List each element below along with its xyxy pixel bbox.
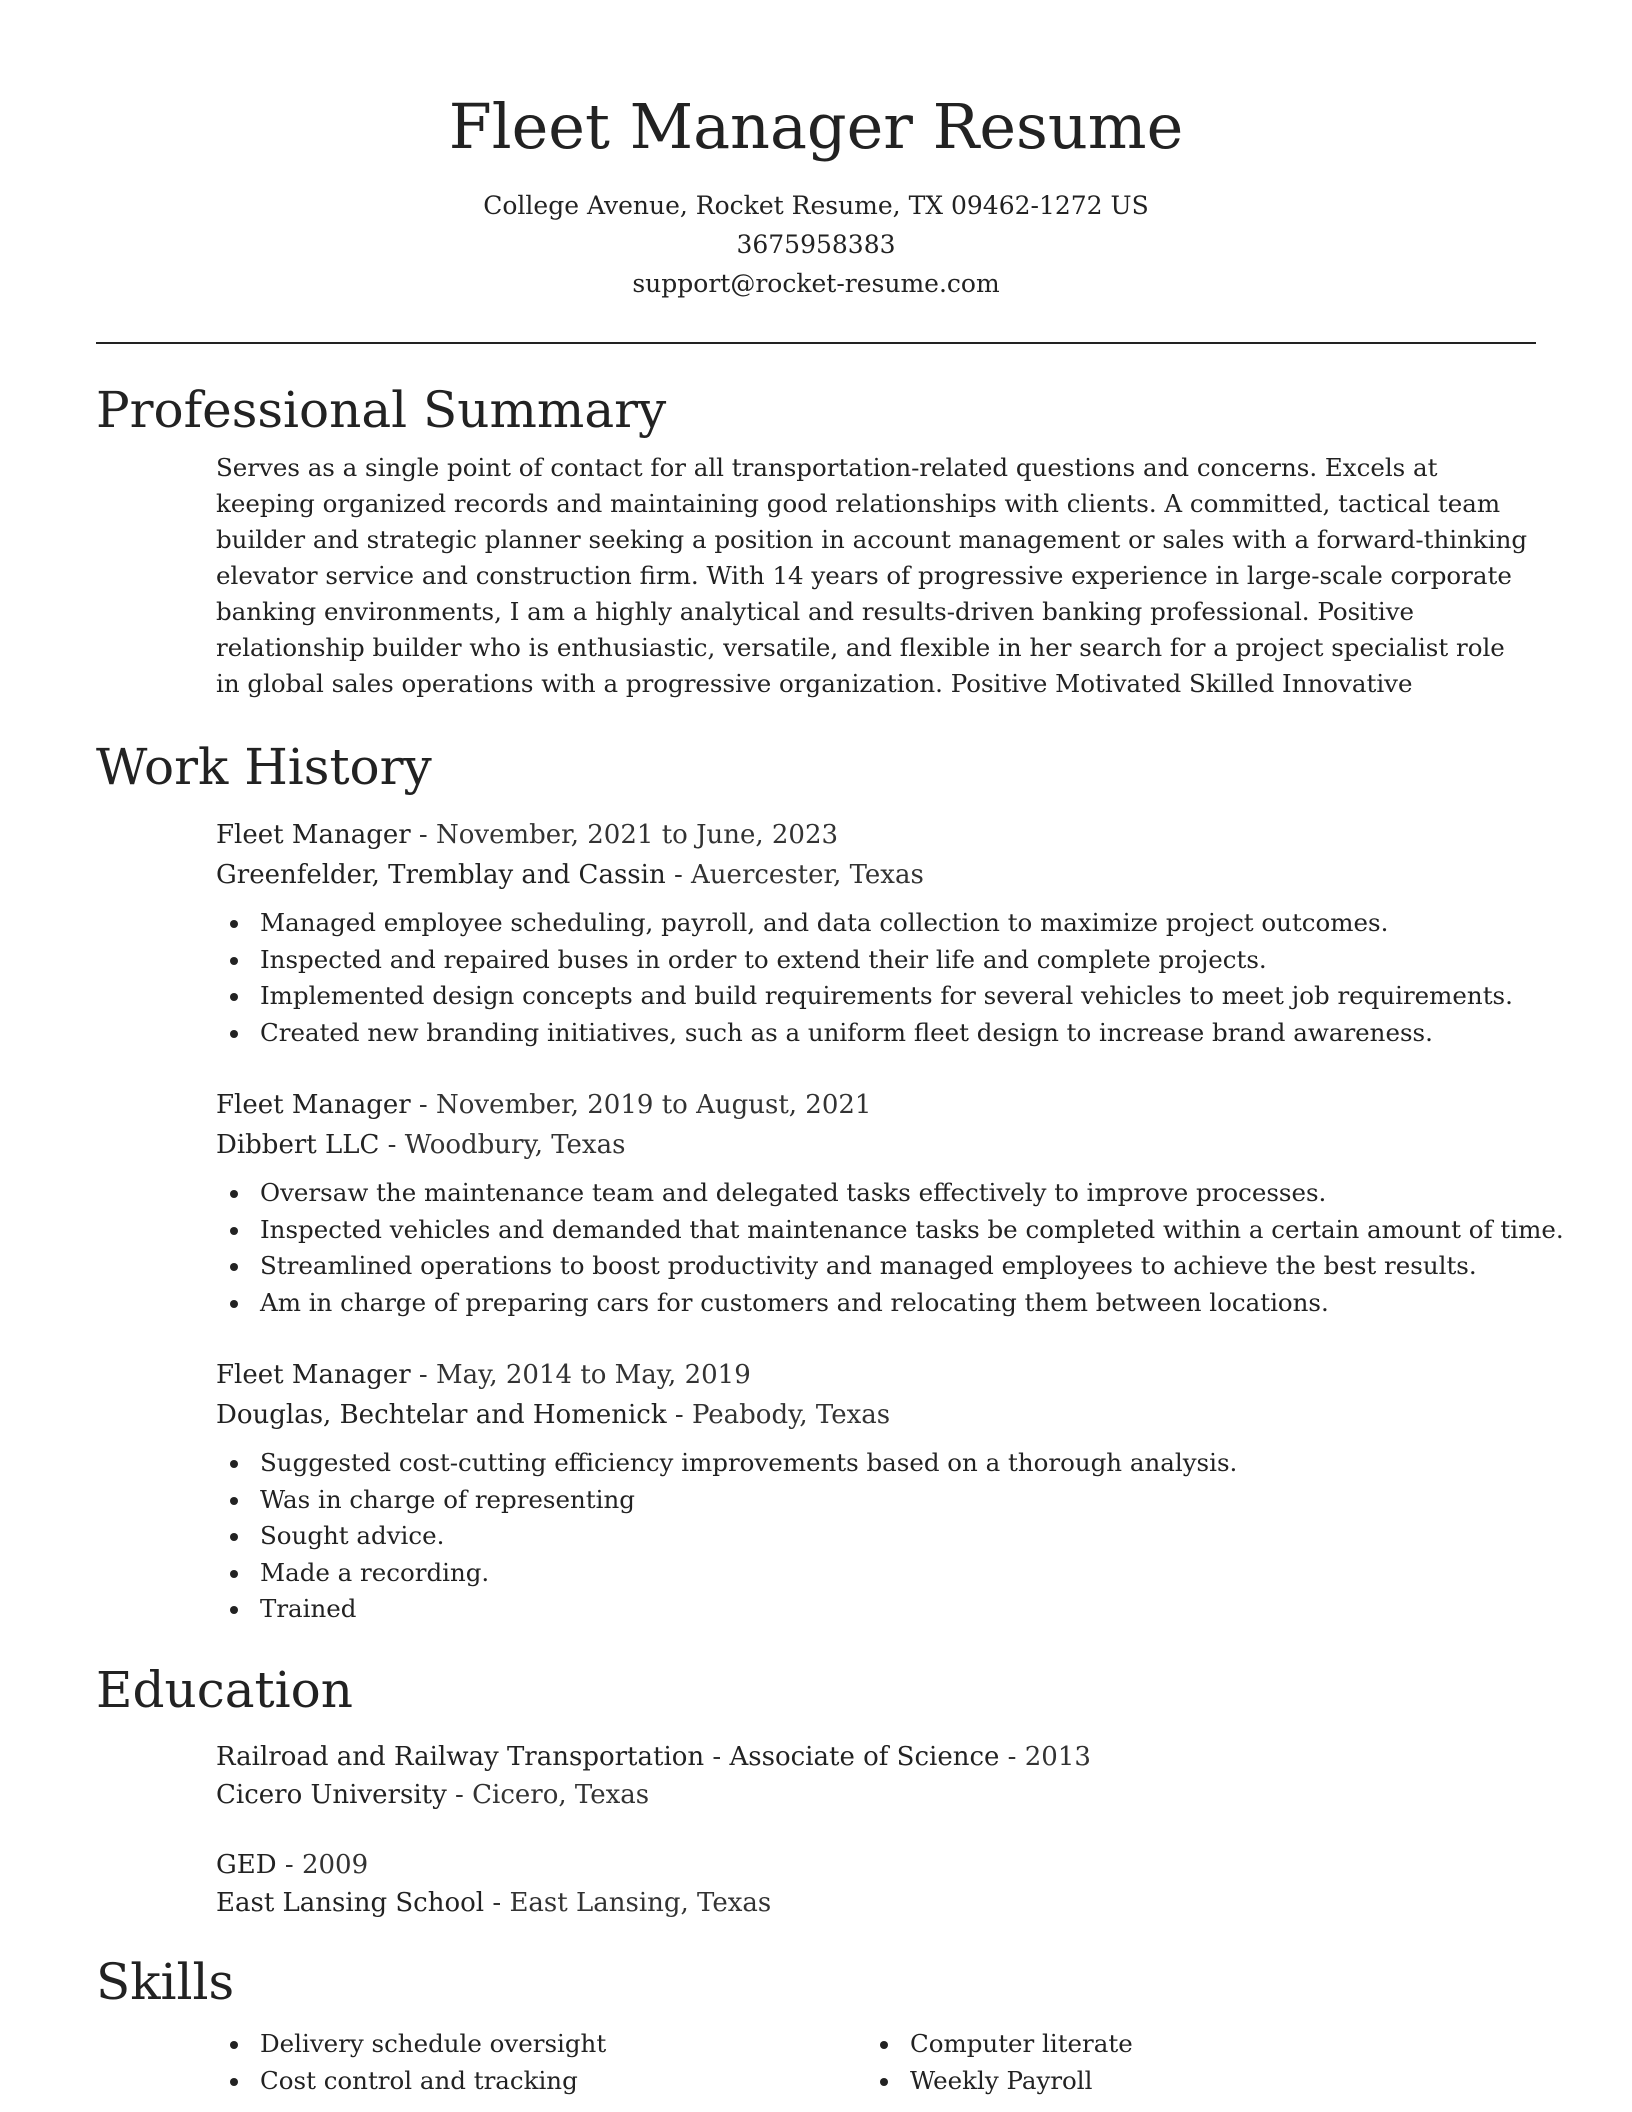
- job-location: Auercester, Texas: [691, 860, 924, 890]
- job-title-line: Fleet Manager - May, 2014 to May, 2019: [216, 1360, 751, 1390]
- job-bullet: Inspected and repaired buses in order to extend their life and complete projects.: [260, 942, 1536, 979]
- job-bullets: [216, 1175, 1564, 1321]
- job-bullet: Implemented design concepts and build requirements for several vehicles to meet job requirements.: [260, 978, 1536, 1015]
- resume-header: [96, 82, 1536, 303]
- job-bullet: Streamlined operations to boost productivity and managed employees to achieve the best results.: [260, 1248, 1536, 1285]
- job-company-line: Dibbert LLC - Woodbury, Texas: [216, 1130, 626, 1160]
- education-year: 2009: [301, 1850, 369, 1880]
- job-title-line: Fleet Manager - November, 2021 to June, 2023: [216, 820, 839, 850]
- job-entry: [216, 1085, 1564, 1321]
- summary-text: Serves as a single point of contact for all transportation-related questions and concerns. Excels at keeping organized records and maintaining good relationships with clients. A committed, tactical team builder and strategic planner seeking a position in account management or sales with a forward-thinking elevator service and construction firm. With 14 years of progressive experience in large-scale corporate banking environments, I am a highly analytical and results-driven banking professional. Positive relationship builder who is enthusiastic, versatile, and flexible in her search for a project specialist role in global sales operations with a progressive organization. Positive Motivated Skilled Innovative: [216, 453, 1528, 698]
- education-section: [96, 1658, 1536, 1922]
- job-company-line: Greenfelder, Tremblay and Cassin - Auercester, Texas: [216, 860, 924, 890]
- job-bullets: [216, 1445, 1536, 1628]
- job-company-line: Douglas, Bechtelar and Homenick - Peabody, Texas: [216, 1400, 891, 1430]
- job-location: Woodbury, Texas: [404, 1130, 626, 1160]
- contact-email: support@rocket-resume.com: [632, 269, 1000, 298]
- job-bullet: Suggested cost-cutting efficiency improvements based on a thorough analysis.: [260, 1445, 1536, 1482]
- education-degree-line: GED - 2009: [216, 1850, 369, 1880]
- skill-item: Computer literate: [910, 2026, 1516, 2063]
- education-location: Cicero, Texas: [472, 1780, 650, 1810]
- job-dates: November, 2019 to August, 2021: [436, 1090, 872, 1120]
- education-school-line: East Lansing School - East Lansing, Texas: [216, 1888, 772, 1918]
- skills-column-right: [866, 2026, 1516, 2099]
- header-divider: [96, 342, 1536, 344]
- skill-item: Cost control and tracking: [260, 2063, 866, 2100]
- contact-address: College Avenue, Rocket Resume, TX 09462-1272 US: [483, 191, 1149, 220]
- work-history-section: [96, 735, 1564, 1628]
- job-bullet: Sought advice.: [260, 1518, 1536, 1555]
- job-bullet: Made a recording.: [260, 1555, 1536, 1592]
- education-field: Railroad and Railway Transportation: [216, 1742, 705, 1772]
- job-dates: May, 2014 to May, 2019: [436, 1360, 751, 1390]
- job-bullet: Created new branding initiatives, such as a uniform fleet design to increase brand awareness.: [260, 1015, 1536, 1052]
- education-school: East Lansing School: [216, 1888, 485, 1918]
- job-bullets: [216, 905, 1536, 1051]
- job-title: Fleet Manager: [216, 820, 411, 850]
- job-company: Dibbert LLC: [216, 1130, 380, 1160]
- job-bullet: Was in charge of representing: [260, 1482, 1536, 1519]
- education-field: GED: [216, 1850, 277, 1880]
- summary-heading: Professional Summary: [96, 381, 667, 439]
- job-title-line: Fleet Manager - November, 2019 to August, 2021: [216, 1090, 872, 1120]
- job-title: Fleet Manager: [216, 1090, 411, 1120]
- job-company: Greenfelder, Tremblay and Cassin: [216, 860, 666, 890]
- job-location: Peabody, Texas: [691, 1400, 891, 1430]
- education-entry: [216, 1738, 1536, 1814]
- contact-info: [96, 186, 1536, 303]
- education-location: East Lansing, Texas: [509, 1888, 772, 1918]
- skill-item: Delivery schedule oversight: [260, 2026, 866, 2063]
- education-school: Cicero University: [216, 1780, 447, 1810]
- contact-phone: 3675958383: [736, 230, 896, 259]
- job-bullet: Oversaw the maintenance team and delegated tasks effectively to improve processes.: [260, 1175, 1536, 1212]
- summary-section: [96, 378, 1536, 702]
- job-bullet: Managed employee scheduling, payroll, and data collection to maximize project outcomes.: [260, 905, 1536, 942]
- job-bullet: Trained: [260, 1591, 1536, 1628]
- education-entry: [216, 1846, 1536, 1922]
- job-dates: November, 2021 to June, 2023: [436, 820, 839, 850]
- job-bullet: Inspected vehicles and demanded that maintenance tasks be completed within a certain amount of time.: [260, 1212, 1536, 1249]
- skill-item: Weekly Payroll: [910, 2063, 1516, 2100]
- skills-heading: Skills: [96, 1953, 235, 2011]
- job-entry: [216, 1355, 1536, 1628]
- job-bullet: Am in charge of preparing cars for customers and relocating them between locations.: [260, 1285, 1536, 1322]
- education-year: 2013: [1024, 1742, 1091, 1772]
- work-history-heading: Work History: [96, 738, 432, 796]
- education-degree: Associate of Science: [729, 1742, 1000, 1772]
- education-heading: Education: [96, 1661, 353, 1719]
- resume-title: Fleet Manager Resume: [448, 90, 1184, 163]
- job-entry: [216, 815, 1536, 1051]
- job-title: Fleet Manager: [216, 1360, 411, 1390]
- skills-column-left: [216, 2026, 866, 2099]
- skills-grid: [216, 2026, 1536, 2099]
- skills-section: [96, 1950, 1536, 2099]
- education-degree-line: Railroad and Railway Transportation - Associate of Science - 2013: [216, 1742, 1091, 1772]
- education-school-line: Cicero University - Cicero, Texas: [216, 1780, 650, 1810]
- job-company: Douglas, Bechtelar and Homenick: [216, 1400, 667, 1430]
